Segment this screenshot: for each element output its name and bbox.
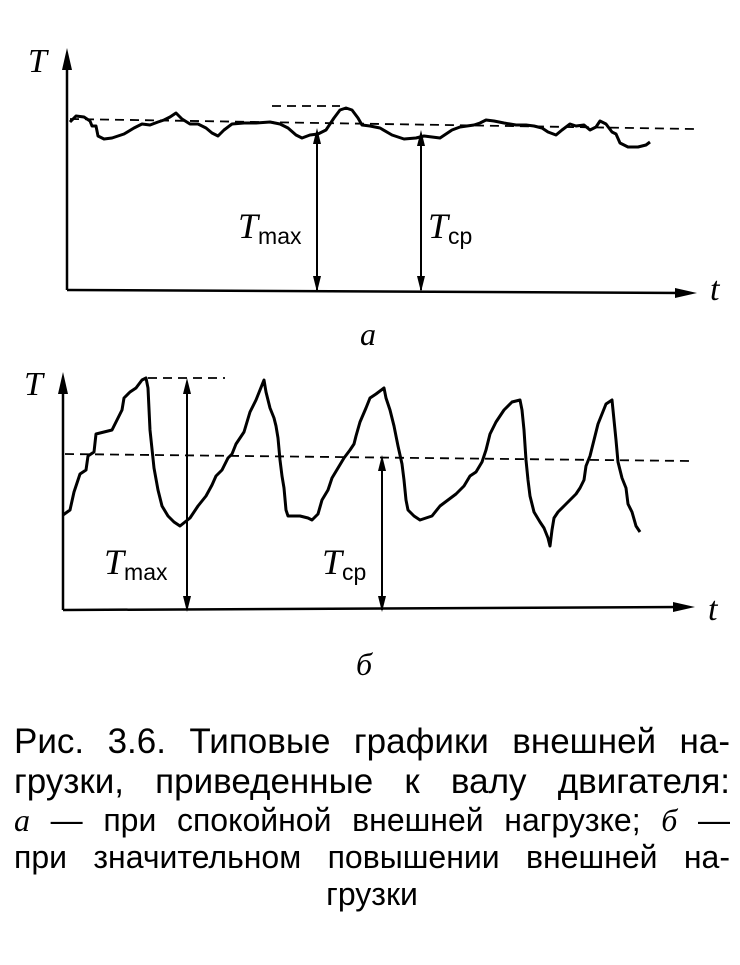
- graph-a-y-axis-label: T: [28, 43, 47, 80]
- graph-b-load-curve: [63, 378, 640, 546]
- caption-line-3: [14, 802, 730, 839]
- graph-b-x-axis-label: t: [708, 591, 718, 628]
- graph-a-panel-label: а: [360, 316, 376, 352]
- graph-a-tcp-arrowhead-bottom: [417, 276, 425, 292]
- graph-b: [24, 366, 719, 682]
- graph-a-tmax-arrowhead-bottom: [313, 276, 321, 292]
- figure-caption: [14, 722, 730, 913]
- graph-a-x-axis: [67, 290, 685, 293]
- graph-b-x-axis-arrow: [673, 602, 695, 612]
- graph-b-tmax-label: Tmax: [104, 542, 168, 585]
- caption-text-b-dash: —: [677, 802, 731, 838]
- graph-b-y-axis-arrow: [58, 372, 68, 394]
- caption-line-4: при значительном повышении внешней на-: [14, 839, 730, 875]
- caption-line-1: Рис. 3.6. Типовые графики внешней на-: [14, 722, 730, 761]
- graph-b-tmax-arrowhead-top: [183, 378, 191, 394]
- graph-a-y-axis-arrow: [62, 48, 72, 70]
- caption-letter-a: а: [14, 802, 30, 838]
- graph-a-x-axis-arrow: [675, 288, 697, 298]
- graph-a: [28, 43, 721, 352]
- caption-line-2: грузки, приведенные к валу двигателя:: [14, 762, 730, 801]
- graph-a-x-axis-label: t: [710, 271, 720, 308]
- graph-a-tcp-label: Tср: [428, 206, 473, 249]
- graph-a-tmax-label: Tmax: [238, 206, 302, 249]
- graph-b-average-line: [65, 454, 690, 461]
- caption-line-5: грузки: [326, 876, 418, 912]
- graph-b-y-axis-label: T: [24, 366, 43, 403]
- graph-a-tmax-arrowhead-top: [313, 128, 321, 144]
- graph-b-x-axis: [63, 607, 683, 610]
- graph-a-load-curve: [70, 108, 650, 147]
- graph-b-tcp-label: Tср: [322, 542, 367, 585]
- caption-letter-b: б: [661, 802, 678, 838]
- caption-text-a: — при спокойной внешней нагрузке;: [30, 802, 662, 838]
- graph-b-panel-label: б: [356, 646, 373, 682]
